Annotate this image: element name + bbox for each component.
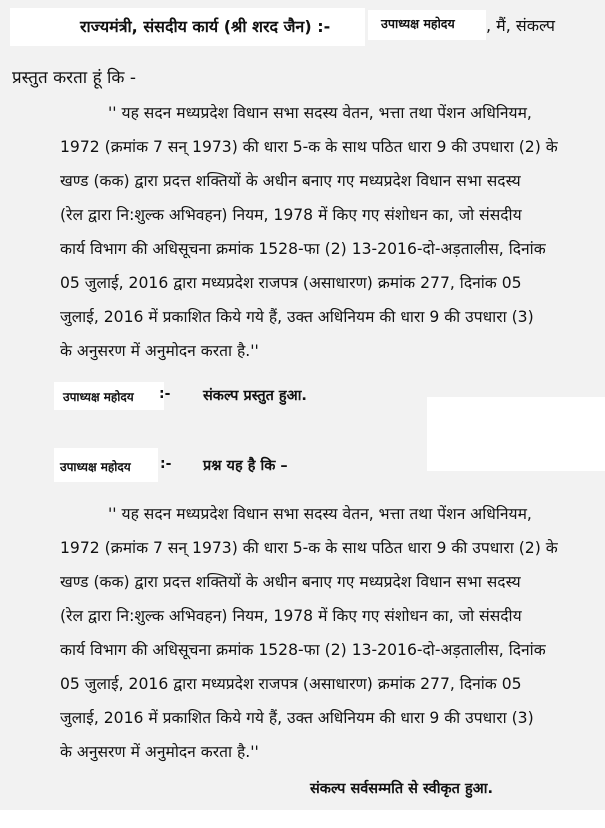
resolution-presented-text: संकल्प प्रस्तुत हुआ.	[203, 388, 307, 404]
resolution-1-line-2: 1972 (क्रमांक 7 सन् 1973) की धारा 5-क के साथ पठित धारा 9 की उपधारा (2) के	[60, 138, 558, 156]
resolution-2-line-5: कार्य विभाग की अधिसूचना क्रमांक 1528-फा (2) 13-2016-दो-अड़तालीस, दिनांक	[60, 641, 546, 659]
resolution-2-line-4: (रेल द्वारा नि:शुल्क अभिवहन) नियम, 1978 में किए गए संशोधन का, जो संसदीय	[60, 607, 522, 625]
resolution-1-line-8: के अनुसरण में अनुमोदन करता है.''	[60, 342, 259, 360]
resolution-paragraph-1	[60, 96, 588, 368]
side-white-block	[427, 397, 605, 471]
resolution-1-line-6: 05 जुलाई, 2016 द्वारा मध्यप्रदेश राजपत्र (असाधारण) क्रमांक 277, दिनांक 05	[60, 274, 522, 292]
opening-text: , मैं, संकल्प	[486, 16, 555, 35]
resolution-paragraph-2	[60, 497, 588, 769]
resolution-1-line-3: खण्ड (कक) द्वारा प्रदत्त शक्तियों के अधीन बनाए गए मध्यप्रदेश विधान सभा सदस्य	[60, 172, 521, 190]
question-text: प्रश्न यह है कि –	[203, 458, 288, 474]
opening-continuation: प्रस्तुत करता हूं कि -	[12, 68, 137, 88]
resolution-2-line-3: खण्ड (कक) द्वारा प्रदत्त शक्तियों के अधीन बनाए गए मध्यप्रदेश विधान सभा सदस्य	[60, 573, 521, 591]
resolution-2-line-7: जुलाई, 2016 में प्रकाशित किये गये हैं, उक्त अधिनियम की धारा 9 की उपधारा (3)	[60, 709, 534, 727]
deputy-speaker-sep-1: :-	[159, 386, 171, 402]
deputy-speaker-sep-2: :-	[160, 456, 172, 472]
deputy-speaker-label-2: उपाध्यक्ष महोदय	[60, 460, 131, 474]
resolution-1-line-4: (रेल द्वारा नि:शुल्क अभिवहन) नियम, 1978 में किए गए संशोधन का, जो संसदीय	[60, 206, 522, 224]
deputy-speaker-label-1: उपाध्यक्ष महोदय	[63, 390, 134, 404]
resolution-2-line-8: के अनुसरण में अनुमोदन करता है.''	[60, 743, 259, 761]
resolution-1-line-5: कार्य विभाग की अधिसूचना क्रमांक 1528-फा (2) 13-2016-दो-अड़तालीस, दिनांक	[60, 240, 546, 258]
resolution-1-line-1: '' यह सदन मध्यप्रदेश विधान सभा सदस्य वेतन, भत्ता तथा पेंशन अधिनियम,	[108, 104, 532, 122]
resolution-1-line-7: जुलाई, 2016 में प्रकाशित किये गये हैं, उक्त अधिनियम की धारा 9 की उपधारा (3)	[60, 308, 534, 326]
addressee-tag: उपाध्यक्ष महोदय	[381, 16, 455, 31]
resolution-2-line-2: 1972 (क्रमांक 7 सन् 1973) की धारा 5-क के साथ पठित धारा 9 की उपधारा (2) के	[60, 539, 558, 557]
resolution-2-line-1: '' यह सदन मध्यप्रदेश विधान सभा सदस्य वेतन, भत्ता तथा पेंशन अधिनियम,	[108, 505, 532, 523]
bottom-white-block	[0, 810, 605, 828]
resolution-adopted-text: संकल्प सर्वसम्मति से स्वीकृत हुआ.	[310, 781, 493, 797]
resolution-2-line-6: 05 जुलाई, 2016 द्वारा मध्यप्रदेश राजपत्र (असाधारण) क्रमांक 277, दिनांक 05	[60, 675, 522, 693]
speaker-name: राज्यमंत्री, संसदीय कार्य (श्री शरद जैन) :-	[80, 17, 331, 36]
